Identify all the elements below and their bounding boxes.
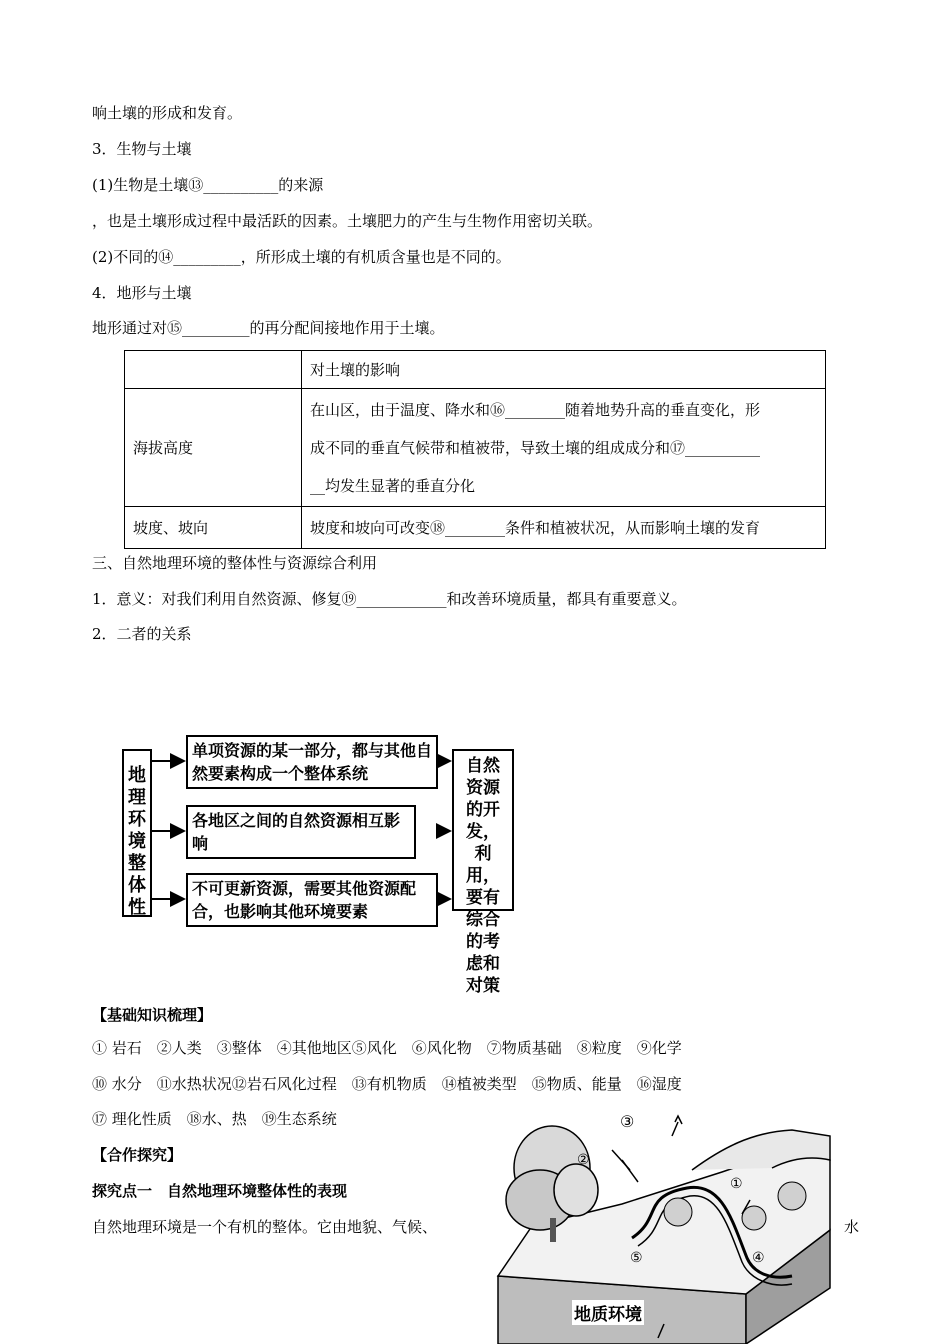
explore-text-tail: 水 <box>844 1218 860 1236</box>
text-line: (2)不同的⑭_________，所形成土壤的有机质含量也是不同的。 <box>92 248 511 266</box>
text-line: ，也是土壤形成过程中最活跃的因素。土壤肥力的产生与生物作用密切关联。 <box>92 212 603 230</box>
illus-label: 地质环境 <box>572 1300 644 1325</box>
table-row-label: 坡度、坡向 <box>125 507 302 549</box>
answers-line: ⑩ 水分 ⑪水热状况⑫岩石风化过程 ⑬有机物质 ⑭植被类型 ⑮物质、能量 ⑯湿度 <box>92 1075 682 1093</box>
answers-line: ⑰ 理化性质 ⑱水、热 ⑲生态系统 <box>92 1110 337 1128</box>
table-row-label: 海拔高度 <box>125 389 302 507</box>
table-cell <box>302 389 826 507</box>
table-cell-text: __均发生显著的垂直分化 <box>310 476 476 495</box>
text-line: (1)生物是土壤⑬__________的来源 <box>92 176 324 194</box>
answers-line: ① 岩石 ②人类 ③整体 ④其他地区⑤风化 ⑥风化物 ⑦物质基础 ⑧粒度 ⑨化学 <box>92 1039 682 1057</box>
text-line: 地形通过对⑮_________的再分配间接地作用于土壤。 <box>92 319 445 337</box>
answers-heading: 【基础知识梳理】 <box>92 1006 213 1024</box>
explore-subheading: 探究点一 自然地理环境整体性的表现 <box>92 1182 348 1200</box>
integrity-flow-diagram <box>120 727 520 996</box>
table-cell-text: 在山区，由于温度、降水和⑯________随着地势升高的垂直变化，形 <box>310 400 761 419</box>
flow-box-1: 单项资源的某一部分，都与其他自然要素构成一个整体系统 <box>186 735 438 789</box>
table-header: 对土壤的影响 <box>302 351 826 389</box>
table-cell-text: 成不同的垂直气候带和植被带，导致土壤的组成成分和⑰__________ <box>310 438 761 457</box>
section-heading: 三、自然地理环境的整体性与资源综合利用 <box>92 554 378 572</box>
text-line: 2．二者的关系 <box>92 625 192 643</box>
section-heading: 4．地形与土壤 <box>92 284 192 302</box>
explore-heading: 【合作探究】 <box>92 1146 183 1164</box>
text-line: 1．意义：对我们利用自然资源、修复⑲____________和改善环境质量，都具有重要意义。 <box>92 590 687 608</box>
table-cell <box>125 351 302 389</box>
flow-right-box: 自然资源的开发，利用，要有综合的考虑和对策 <box>452 749 514 911</box>
flow-box-2: 各地区之间的自然资源相互影响 <box>186 805 416 859</box>
text-line: 响土壤的形成和发育。 <box>92 104 243 122</box>
illus-marker-4: ④ <box>752 1250 765 1266</box>
illus-marker-3: ③ <box>620 1112 635 1131</box>
flow-box-3: 不可更新资源，需要其他资源配合，也影响其他环境要素 <box>186 873 438 927</box>
geo-environment-illustration <box>492 1108 836 1344</box>
table-cell: 坡度和坡向可改变⑱________条件和植被状况，从而影响土壤的发育 <box>302 507 826 549</box>
section-heading: 3．生物与土壤 <box>92 140 192 158</box>
illus-marker-5: ⑤ <box>630 1250 643 1266</box>
illus-marker-2: ② <box>577 1152 590 1168</box>
landscape-drawing <box>492 1108 836 1344</box>
flow-left-box: 地理环境整体性 <box>122 749 152 917</box>
explore-text: 自然地理环境是一个有机的整体。它由地貌、气候、 <box>92 1218 438 1236</box>
terrain-soil-table <box>124 350 826 549</box>
illus-marker-1: ① <box>730 1176 743 1192</box>
